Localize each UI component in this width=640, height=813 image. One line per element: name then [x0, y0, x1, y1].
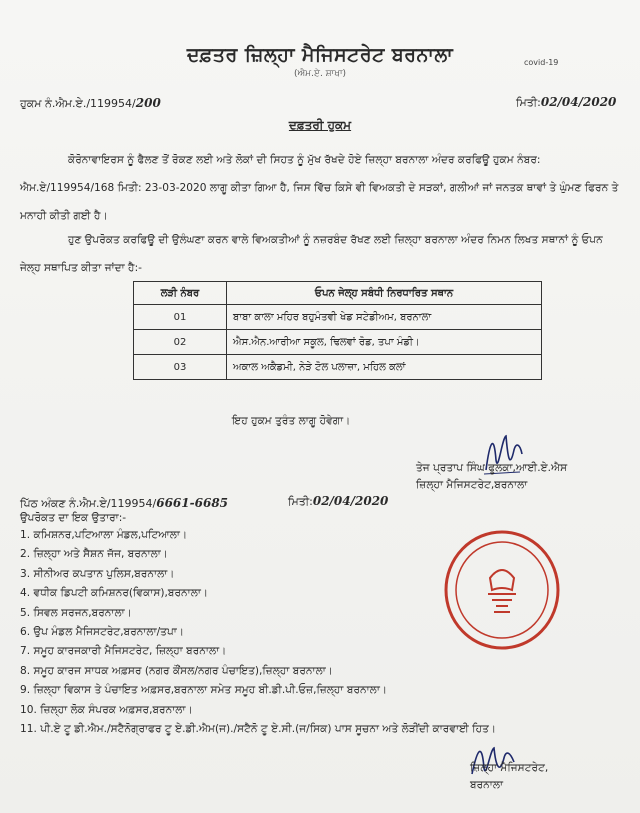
- branch-subtitle: (ਐਮ.ਏ. ਸ਼ਾਖਾ): [293, 69, 347, 79]
- table-cell-place: ਬਾਬਾ ਕਾਲਾ ਮਹਿਰ ਬਹੁਮੰਤਵੀ ਖੇਡ ਸਟੇਡੀਅਮ, ਬਰਨਾਲਾ: [227, 305, 542, 330]
- paragraph-curfew: ਕੋਰੋਨਾਵਾਇਰਸ ਨੂੰ ਫੈਲਣ ਤੋਂ ਰੋਕਣ ਲਈ ਅਤੇ ਲੋਕਾਂ ਦੀ ਸਿਹਤ ਨੂੰ ਮੁੱਖ ਰੱਖਦੇ ਹੋਏ ਜ਼ਿਲ੍ਹਾ ਬਰਨਾਲਾ ਅੰਦਰ ਕਰਫਿਊ ਹੁਕਮ ਨੰਬਰ: ਐਮ.ਏ/119954/168 ਮਿਤੀ: 23-03-2020 ਲਾਗੂ ਕੀਤਾ ਗਿਆ ਹੈ, ਜਿਸ ਵਿੱਚ ਕਿਸੇ ਵੀ ਵਿਅਕਤੀ ਦੇ ਸੜਕਾਂ, ਗਲੀਆਂ ਜਾਂ ਜਨਤਕ ਥਾਵਾਂ ਤੇ ਘੁੰਮਣ ਫਿਰਨ ਤੇ ਮਨਾਹੀ ਕੀਤੀ ਗਈ ਹੈ।: [20, 154, 619, 222]
- list-item: 5. ਸਿਵਲ ਸਰਜਨ,ਬਰਨਾਲਾ।: [20, 606, 132, 619]
- list-item: 6. ਉਪ ਮੰਡਲ ਮੈਜਿਸਟਰੇਟ,ਬਰਨਾਲਾ/ਤਪਾ।: [20, 625, 184, 638]
- endorsement-date-label: ਮਿਤੀ:: [288, 495, 313, 508]
- order-number-prefix: ਹੁਕਮ ਨੰ.ਐਮ.ਏ./119954/: [20, 97, 136, 110]
- endorsement-prefix: ਪਿੱਠ ਅੰਕਣ ਨੰ.ਐਮ.ਏ/119954/: [20, 497, 157, 510]
- official-seal-stamp: [442, 528, 562, 652]
- endorsement-number-handwritten: 6661-6685: [156, 496, 229, 510]
- order-heading: ਦਫ਼ਤਰੀ ਹੁਕਮ: [288, 118, 352, 132]
- table-cell-serial: 03: [134, 355, 227, 380]
- table-cell-place: ਐਸ.ਐਨ.ਆਰੀਆ ਸਕੂਲ, ਢਿਲਵਾਂ ਰੋਡ, ਤਪਾ ਮੰਡੀ।: [227, 330, 542, 355]
- signatory-2-place: ਬਰਨਾਲਾ: [470, 779, 504, 791]
- list-item: 3. ਸੀਨੀਅਰ ਕਪਤਾਨ ਪੁਲਿਸ,ਬਰਨਾਲਾ।: [20, 567, 175, 580]
- list-item: 4. ਵਧੀਕ ਡਿਪਟੀ ਕਮਿਸ਼ਨਰ(ਵਿਕਾਸ),ਬਰਨਾਲਾ।: [20, 587, 209, 600]
- open-jail-table: [133, 281, 542, 380]
- table-cell-place: ਅਕਾਲ ਅਕੈਡਮੀ, ਨੇੜੇ ਟੋਲ ਪਲਾਜ਼ਾ, ਮਹਿਲ ਕਲਾਂ: [227, 355, 542, 380]
- table-row: [134, 355, 542, 380]
- endorsement-number: [20, 496, 228, 511]
- list-item: 9. ਜ਼ਿਲ੍ਹਾ ਵਿਕਾਸ ਤੇ ਪੰਚਾਇਤ ਅਫ਼ਸਰ,ਬਰਨਾਲਾ ਸਮੇਤ ਸਮੂਹ ਬੀ.ਡੀ.ਪੀ.ਓਜ਼,ਜ਼ਿਲ੍ਹਾ ਬਰਨਾਲਾ।: [20, 684, 387, 697]
- endorsement-date-handwritten: 02/04/2020: [312, 494, 389, 508]
- table-header-row: [134, 282, 542, 305]
- table-cell-serial: 01: [134, 305, 227, 330]
- order-number: [20, 96, 161, 111]
- list-item: 8. ਸਮੂਹ ਕਾਰਜ ਸਾਧਕ ਅਫ਼ਸਰ (ਨਗਰ ਕੌਂਸਲ/ਨਗਰ ਪੰਚਾਇਤ),ਜ਼ਿਲ੍ਹਾ ਬਰਨਾਲਾ।: [20, 664, 333, 677]
- signatory-1-name: ਤੇਜ ਪ੍ਰਤਾਪ ਸਿੰਘ ਫੂਲਕਾ,ਆਈ.ਏ.ਐਸ: [416, 462, 568, 474]
- table-row: [134, 305, 542, 330]
- list-item: 7. ਸਮੂਹ ਕਾਰਜਕਾਰੀ ਮੈਜਿਸਟਰੇਟ, ਜ਼ਿਲ੍ਹਾ ਬਰਨਾਲਾ।: [20, 645, 227, 658]
- table-header-place: ਓਪਨ ਜੇਲ੍ਹ ਸਬੰਧੀ ਨਿਰਧਾਰਿਤ ਸਥਾਨ: [227, 282, 542, 305]
- signatory-1-designation: ਜ਼ਿਲ੍ਹਾ ਮੈਜਿਸਟਰੇਟ,ਬਰਨਾਲਾ: [416, 479, 528, 491]
- office-title: ਦਫ਼ਤਰ ਜ਼ਿਲ੍ਹਾ ਮੈਜਿਸਟਰੇਟ ਬਰਨਾਲਾ: [186, 44, 454, 66]
- endorsement-date: [288, 494, 388, 509]
- order-number-handwritten: 200: [135, 96, 161, 110]
- copy-to-line: ਉਪਰੋਕਤ ਦਾ ਇਕ ਉਤਾਰਾ:-: [20, 512, 127, 524]
- signatory-2-designation: ਜ਼ਿਲ੍ਹਾ ਮੈਜਿਸਟਰੇਟ,: [470, 762, 549, 774]
- list-item: 11. ਪੀ.ਏ ਟੂ ਡੀ.ਐਮ./ਸਟੈਨੋਗ੍ਰਾਫਰ ਟੂ ਏ.ਡੀ.ਐਮ(ਜ)./ਸਟੈਨੋ ਟੂ ਏ.ਸੀ.(ਜ/ਸਿਕ) ਪਾਸ ਸੂਚਨਾ ਅਤੇ ਲੋੜੀਂਦੀ ਕਾਰਵਾਈ ਹਿਤ।: [20, 722, 497, 735]
- list-item: 10. ਜ਼ਿਲ੍ਹਾ ਲੋਕ ਸੰਪਰਕ ਅਫ਼ਸਰ,ਬਰਨਾਲਾ।: [20, 703, 193, 716]
- covid-tag: covid-19: [524, 58, 559, 67]
- order-date-handwritten: 02/04/2020: [540, 95, 617, 109]
- order-date-label: ਮਿਤੀ:: [516, 96, 541, 109]
- paragraph-open-jail: ਹੁਣ ਉਪਰੋਕਤ ਕਰਫਿਊ ਦੀ ਉਲੰਘਣਾ ਕਰਨ ਵਾਲੇ ਵਿਅਕਤੀਆਂ ਨੂੰ ਨਜ਼ਰਬੰਦ ਰੱਖਣ ਲਈ ਜ਼ਿਲ੍ਹਾ ਬਰਨਾਲਾ ਅੰਦਰ ਨਿਮਨ ਲਿਖਤ ਸਥਾਨਾਂ ਨੂੰ ਓਪਨ ਜੇਲ੍ਹ ਸਥਾਪਿਤ ਕੀਤਾ ਜਾਂਦਾ ਹੈ:-: [20, 234, 603, 274]
- list-item: 2. ਜ਼ਿਲ੍ਹਾ ਅਤੇ ਸੈਸ਼ਨ ਜੱਜ, ਬਰਨਾਲਾ।: [20, 548, 168, 561]
- order-date: [516, 95, 616, 110]
- table-header-serial: ਲੜੀ ਨੰਬਰ: [134, 282, 227, 305]
- effect-line: ਇਹ ਹੁਕਮ ਤੁਰੰਤ ਲਾਗੂ ਹੋਵੇਗਾ।: [232, 415, 351, 427]
- table-row: [134, 330, 542, 355]
- list-item: 1. ਕਮਿਸ਼ਨਰ,ਪਟਿਆਲਾ ਮੰਡਲ,ਪਟਿਆਲਾ।: [20, 529, 188, 541]
- table-cell-serial: 02: [134, 330, 227, 355]
